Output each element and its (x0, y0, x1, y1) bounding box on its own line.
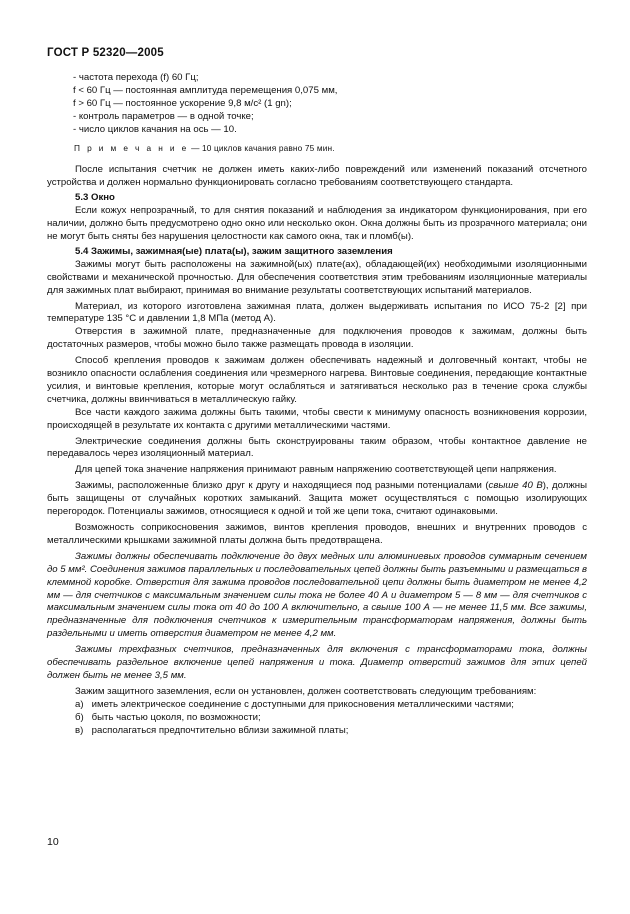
paragraph-part: Зажимы, расположенные близко друг к другу и находящиеся под разными потенциалами ( (75, 480, 489, 492)
paragraph-italic: Зажимы должны обеспечивать подключение до двух медных или алюминиевых проводов суммарным сечением до 5 мм². Соединения зажимов параллельных и последовательных цепей должны быть разъемными и размещаться в клеммной коробке. Отверстия для зажима проводов последовательной цепи должны быть диаметром не менее 4,2 мм — для счетчиков с максимальным значением силы тока не более 40 А и диаметром 5 — 8 мм — для счетчиков с максимальным значением силы тока от 40 до 100 А включительно, а свыше 100 А — не менее 11,5 мм. Все зажимы, предназначенные для подключения счетчиков к измерительным трансформаторам напряжения, должны быть раздельными и иметь отверстия диаметром не менее 4,2 мм. (47, 550, 587, 640)
paragraph: Зажимы могут быть расположены на зажимной(ых) плате(ах), обладающей(их) необходимыми изоляционными свойствами и механической прочностью. Для обеспечения соответствия этим требованиям изоляционные материалы для зажимных плат выбирают, принимая во внимание результаты соответствующих испытаний материалов. (47, 258, 587, 296)
paragraph: Все части каждого зажима должны быть такими, чтобы свести к минимуму опасность возникновения коррозии, происходящей в результате их контакта с другими металлическими частями. (47, 406, 587, 431)
paragraph: Зажим защитного заземления, если он установлен, должен соответствовать следующим требованиям: (75, 685, 537, 697)
list-item: f > 60 Гц — постоянное ускорение 9,8 м/с² (1 gn); (73, 97, 292, 109)
paragraph: Возможность соприкосновения зажимов, винтов крепления проводов, внешних и внутренних проводов с металлическими крышками зажимной платы должна быть предотвращена. (47, 522, 587, 546)
section-heading-5-4: 5.4 Зажимы, зажимная(ые) плата(ы), зажим защитного заземления (75, 245, 393, 257)
document-body (47, 72, 587, 738)
list-item: - число циклов качания на ось — 10. (73, 123, 237, 135)
list-marker: б) (75, 711, 84, 723)
list-text: быть частью цоколя, по возможности; (91, 711, 261, 723)
paragraph: После испытания счетчик не должен иметь каких-либо повреждений или изменений показаний отсчетного устройства и должен нормально функционировать согласно требованиям соответствующего стандарта. (47, 164, 587, 189)
note (47, 142, 587, 155)
page-number: 10 (47, 836, 59, 848)
paragraph: Отверстия в зажимной плате, предназначенные для подключения проводов к зажимам, должны быть достаточных размеров, чтобы можно было также размещать провода в изоляции. (47, 326, 587, 351)
paragraph: Если кожух непрозрачный, то для снятия показаний и наблюдения за индикатором функционирования, при его наличии, должно быть предусмотрено одно окно или несколько окон. Окна должны быть из прозрачного материала; они не могут быть сняты без нарушения целостности как самого окна, так и пломб(ы). (47, 205, 587, 242)
paragraph (47, 480, 587, 519)
list-item (47, 725, 587, 738)
paragraph-part: ), должны быть защищены от случайных коротких замыканий. Защита может осуществляться с помощью изолирующих перегородок. Потенциалы зажимов, относящиеся к одной и той же цепи тока, считают одинаковыми. (47, 480, 587, 518)
paragraph: Материал, из которого изготовлена зажимная плата, должен выдерживать испытания по ИСО 75-2 [2] при температуре 135 °С и давлении 1,8 МПа (метод А). (47, 300, 587, 325)
list-item (47, 712, 587, 725)
note-text: — 10 циклов качания равно 75 мин. (188, 142, 335, 153)
list-marker: в) (75, 724, 84, 736)
list-item: - частота перехода (f) 60 Гц; (73, 72, 199, 83)
paragraph-italic: Зажимы трехфазных счетчиков, предназначенных для включения с трансформаторами тока, должны обеспечивать раздельное включение цепей напряжения и тока. Диаметр отверстий зажимов для этих цепей должен быть не менее 3,5 мм. (47, 644, 587, 681)
document-header: ГОСТ Р 52320—2005 (47, 47, 164, 59)
list-marker: а) (75, 698, 84, 710)
note-label: П р и м е ч а н и е (74, 142, 189, 153)
list-text: располагаться предпочтительно вблизи зажимной платы; (91, 724, 349, 736)
list-item: f < 60 Гц — постоянная амплитуда перемещения 0,075 мм, (73, 84, 338, 96)
paragraph: Способ крепления проводов к зажимам должен обеспечивать надежный и долговечный контакт, чтобы не возникло опасности ослабления соединения или чрезмерного нагрева. Винтовые соединения, передающие контактные усилия, и винтовые крепления, которые могут ослабляться и затягиваться несколько раз в течение срока службы счетчика, должны ввинчиваться в металлическую гайку. (47, 355, 587, 405)
paragraph: Для цепей тока значение напряжения принимают равным напряжению соответствующей цепи напряжения. (75, 464, 557, 476)
section-heading-5-3: 5.3 Окно (75, 192, 115, 204)
list-item: - контроль параметров — в одной точке; (73, 110, 254, 122)
paragraph: Электрические соединения должны быть сконструированы таким образом, чтобы контактное давление не передавалось через изоляционный материал. (47, 435, 587, 460)
paragraph-italic-part: свыше 40 В (488, 480, 543, 492)
list-text: иметь электрическое соединение с доступными для прикосновения металлическими частями; (91, 698, 514, 710)
list-item (47, 699, 587, 712)
